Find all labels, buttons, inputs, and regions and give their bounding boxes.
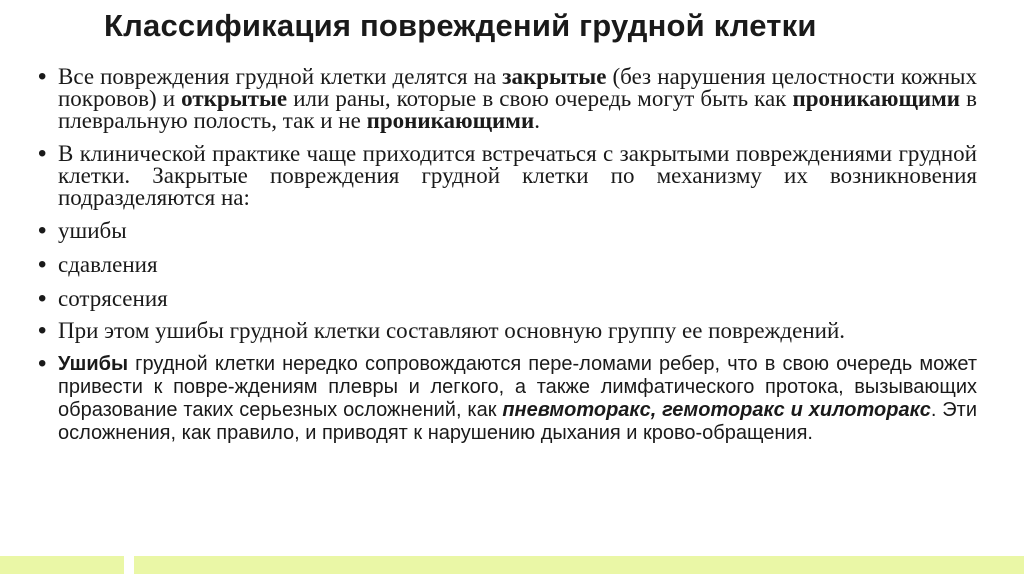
bullet-closed-open-injuries bbox=[38, 66, 977, 132]
term-penetrating: проникающими bbox=[792, 86, 961, 111]
bullet-text: в плевральную полость, так и не bbox=[58, 86, 977, 133]
bullet-clinical-practice: • В клинической практике чаще приходится встречаться с закрытыми повреждениями грудной клетки. Закрытые повреждения грудной клетки по механизму их возникновения подразделяются на: bbox=[38, 143, 977, 209]
bullet-text: . Эти осложнения, как правило, и приводят к нарушению дыхания и крово-обращения. bbox=[58, 399, 977, 444]
bullet-text: (без нарушения целостности кожных покровов) и bbox=[58, 64, 977, 111]
bullet-bruises: • ушибы bbox=[38, 220, 977, 242]
bullet-main-group: • При этом ушибы грудной клетки составляют основную группу ее повреждений. bbox=[38, 320, 977, 342]
bullet-text: грудной клетки нередко сопровождаются пере-ломами ребер, что в свою очередь может привести к повре-ждениям плевры и легкого, а также лимфатического протока, вызывающих образование таких серьезных осложнений, как bbox=[58, 353, 977, 421]
term-open: открытые bbox=[181, 86, 288, 111]
slide-title: Классификация повреждений грудной клетки bbox=[104, 8, 817, 43]
bullet-text: . bbox=[534, 108, 540, 133]
term-closed: закрытые bbox=[502, 64, 607, 89]
bullet-complications bbox=[38, 353, 977, 445]
bullet-compression: • сдавления bbox=[38, 254, 977, 276]
term-non-penetrating: проникающими bbox=[366, 108, 535, 133]
bullet-text: Все повреждения грудной клетки делятся на bbox=[58, 64, 503, 89]
bullet-list bbox=[38, 66, 977, 445]
term-bruises: Ушибы bbox=[58, 353, 129, 375]
bullet-text: или раны, которые в свою очередь могут быть как bbox=[287, 86, 793, 111]
term-complications: пневмоторакс, гемоторакс и хилоторакс bbox=[502, 399, 931, 421]
bottom-accent-bar-left bbox=[0, 556, 124, 574]
bottom-accent-bar-right bbox=[134, 556, 1024, 574]
bullet-concussion: • сотрясения bbox=[38, 288, 977, 310]
